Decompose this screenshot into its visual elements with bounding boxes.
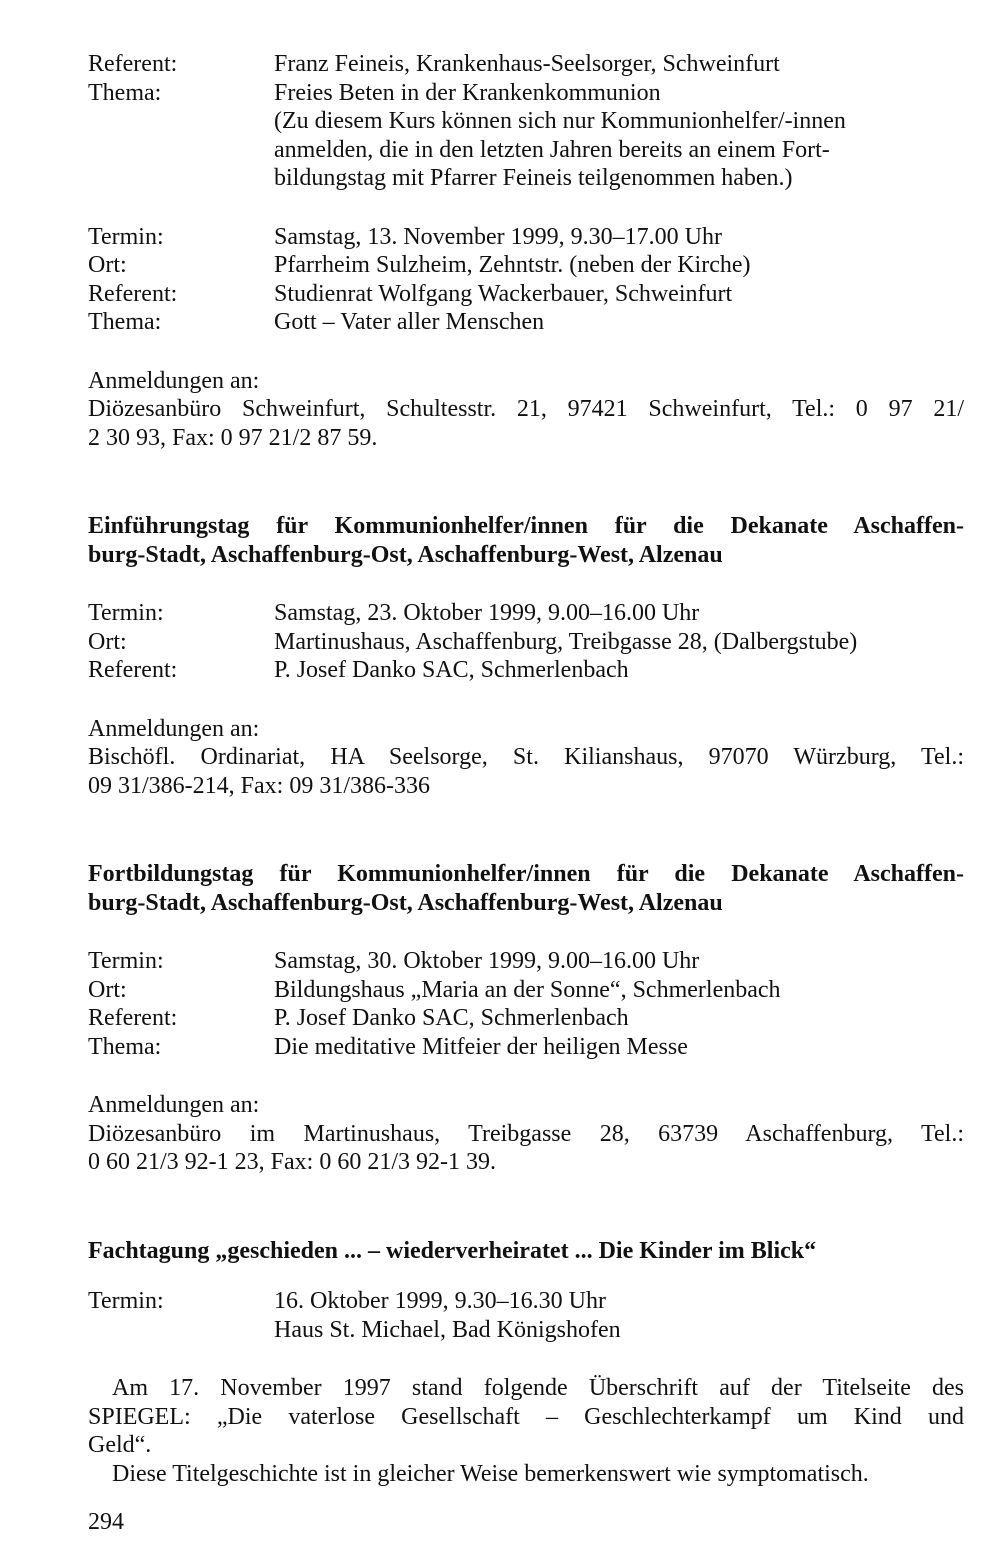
ort-label: Ort: [88, 628, 127, 655]
thema-label: Thema: [88, 1033, 162, 1060]
anmeldung-line: 2 30 93, Fax: 0 97 21/2 87 59. [88, 424, 378, 451]
termin-line: Haus St. Michael, Bad Königshofen [274, 1316, 621, 1343]
thema-row [88, 79, 964, 193]
ort-row [88, 251, 964, 280]
thema-value [274, 79, 964, 193]
ort-row [88, 628, 964, 657]
thema-line: anmelden, die in den letzten Jahren bereits an einem Fort- [274, 136, 830, 163]
referent-value: P. Josef Danko SAC, Schmerlenbach [274, 657, 629, 683]
referent-label: Referent: [88, 280, 178, 307]
anmeldung-line: Bischöfl. Ordinariat, HA Seelsorge, St. Kilianshaus, 97070 Würzburg, Tel.: [88, 744, 964, 770]
ort-value: Bildungshaus „Maria an der Sonne“, Schmerlenbach [274, 976, 781, 1003]
ort-row [88, 976, 964, 1005]
termin-label: Termin: [88, 948, 164, 974]
referent-value: P. Josef Danko SAC, Schmerlenbach [274, 1005, 629, 1031]
section-heading-einfuehrungstag [88, 512, 964, 569]
anmeldung-line: Diözesanbüro im Martinushaus, Treibgasse 28, 63739 Aschaffenburg, Tel.: [88, 1120, 964, 1147]
thema-line: (Zu diesem Kurs können sich nur Kommunionhelfer/-innen [274, 108, 846, 134]
termin-label: Termin: [88, 1288, 164, 1314]
anmeldung-block [88, 715, 964, 801]
anmeldung-line: 0 60 21/3 92-1 23, Fax: 0 60 21/3 92-1 39. [88, 1149, 496, 1175]
body-paragraph [88, 1374, 964, 1488]
anmeldung-block [88, 1091, 964, 1177]
paragraph-line: Geld“. [88, 1432, 152, 1458]
thema-value: Gott – Vater aller Menschen [274, 309, 545, 335]
ort-value: Martinushaus, Aschaffenburg, Treibgasse 28, (Dalbergstube) [274, 628, 858, 655]
termin-value: Samstag, 13. November 1999, 9.30–17.00 Uhr [274, 223, 722, 250]
termin-row [88, 223, 964, 252]
heading-line: Fortbildungstag für Kommunionhelfer/innen für die Dekanate Aschaffen- [88, 861, 964, 887]
heading-line: Einführungstag für Kommunionhelfer/innen für die Dekanate Aschaffen- [88, 513, 964, 539]
referent-label: Referent: [88, 51, 178, 77]
termin-value: Samstag, 30. Oktober 1999, 9.00–16.00 Uhr [274, 948, 700, 974]
referent-row [88, 656, 964, 685]
ort-value: Pfarrheim Sulzheim, Zehntstr. (neben der Kirche) [274, 252, 751, 278]
heading-line: Fachtagung „geschieden ... – wiederverheiratet ... Die Kinder im Blick“ [88, 1237, 817, 1264]
anmeldung-label: Anmeldungen an: [88, 367, 260, 394]
referent-row [88, 1004, 964, 1033]
thema-label: Thema: [88, 79, 162, 106]
referent-row [88, 280, 964, 309]
referent-label: Referent: [88, 657, 178, 683]
anmeldung-block [88, 367, 964, 453]
referent-label: Referent: [88, 1005, 178, 1031]
thema-label: Thema: [88, 309, 162, 335]
paragraph-line: SPIEGEL: „Die vaterlose Gesellschaft – Geschlechterkampf um Kind und [88, 1403, 964, 1430]
thema-line: bildungstag mit Pfarrer Feineis teilgenommen haben.) [274, 165, 793, 191]
termin-label: Termin: [88, 600, 164, 626]
termin-row [88, 1287, 964, 1344]
section-heading-fortbildungstag [88, 860, 964, 917]
anmeldung-line: Diözesanbüro Schweinfurt, Schultesstr. 21, 97421 Schweinfurt, Tel.: 0 97 21/ [88, 396, 964, 422]
ort-label: Ort: [88, 976, 127, 1003]
thema-row [88, 308, 964, 337]
ort-label: Ort: [88, 252, 127, 278]
termin-line: 16. Oktober 1999, 9.30–16.30 Uhr [274, 1288, 606, 1314]
referent-value: Franz Feineis, Krankenhaus-Seelsorger, Schweinfurt [274, 51, 780, 77]
thema-row [88, 1033, 964, 1062]
anmeldung-line: 09 31/386-214, Fax: 09 31/386-336 [88, 772, 430, 799]
anmeldung-label: Anmeldungen an: [88, 715, 260, 742]
thema-line: Freies Beten in der Krankenkommunion [274, 79, 661, 106]
paragraph-line: Am 17. November 1997 stand folgende Überschrift auf der Titelseite des [112, 1375, 964, 1401]
referent-value: Studienrat Wolfgang Wackerbauer, Schweinfurt [274, 280, 733, 307]
heading-line: burg-Stadt, Aschaffenburg-Ost, Aschaffenburg-West, Alzenau [88, 889, 723, 916]
termin-value: Samstag, 23. Oktober 1999, 9.00–16.00 Uhr [274, 600, 700, 626]
termin-row [88, 599, 964, 628]
termin-value [274, 1287, 964, 1344]
thema-value: Die meditative Mitfeier der heiligen Messe [274, 1033, 688, 1060]
page-number: 294 [88, 1509, 124, 1535]
paragraph-line: Diese Titelgeschichte ist in gleicher Weise bemerkenswert wie symptomatisch. [112, 1460, 869, 1487]
section-heading-fachtagung [88, 1237, 964, 1266]
referent-row [88, 50, 964, 79]
heading-line: burg-Stadt, Aschaffenburg-Ost, Aschaffenburg-West, Alzenau [88, 541, 723, 568]
termin-row [88, 947, 964, 976]
anmeldung-label: Anmeldungen an: [88, 1092, 260, 1118]
termin-label: Termin: [88, 223, 164, 250]
